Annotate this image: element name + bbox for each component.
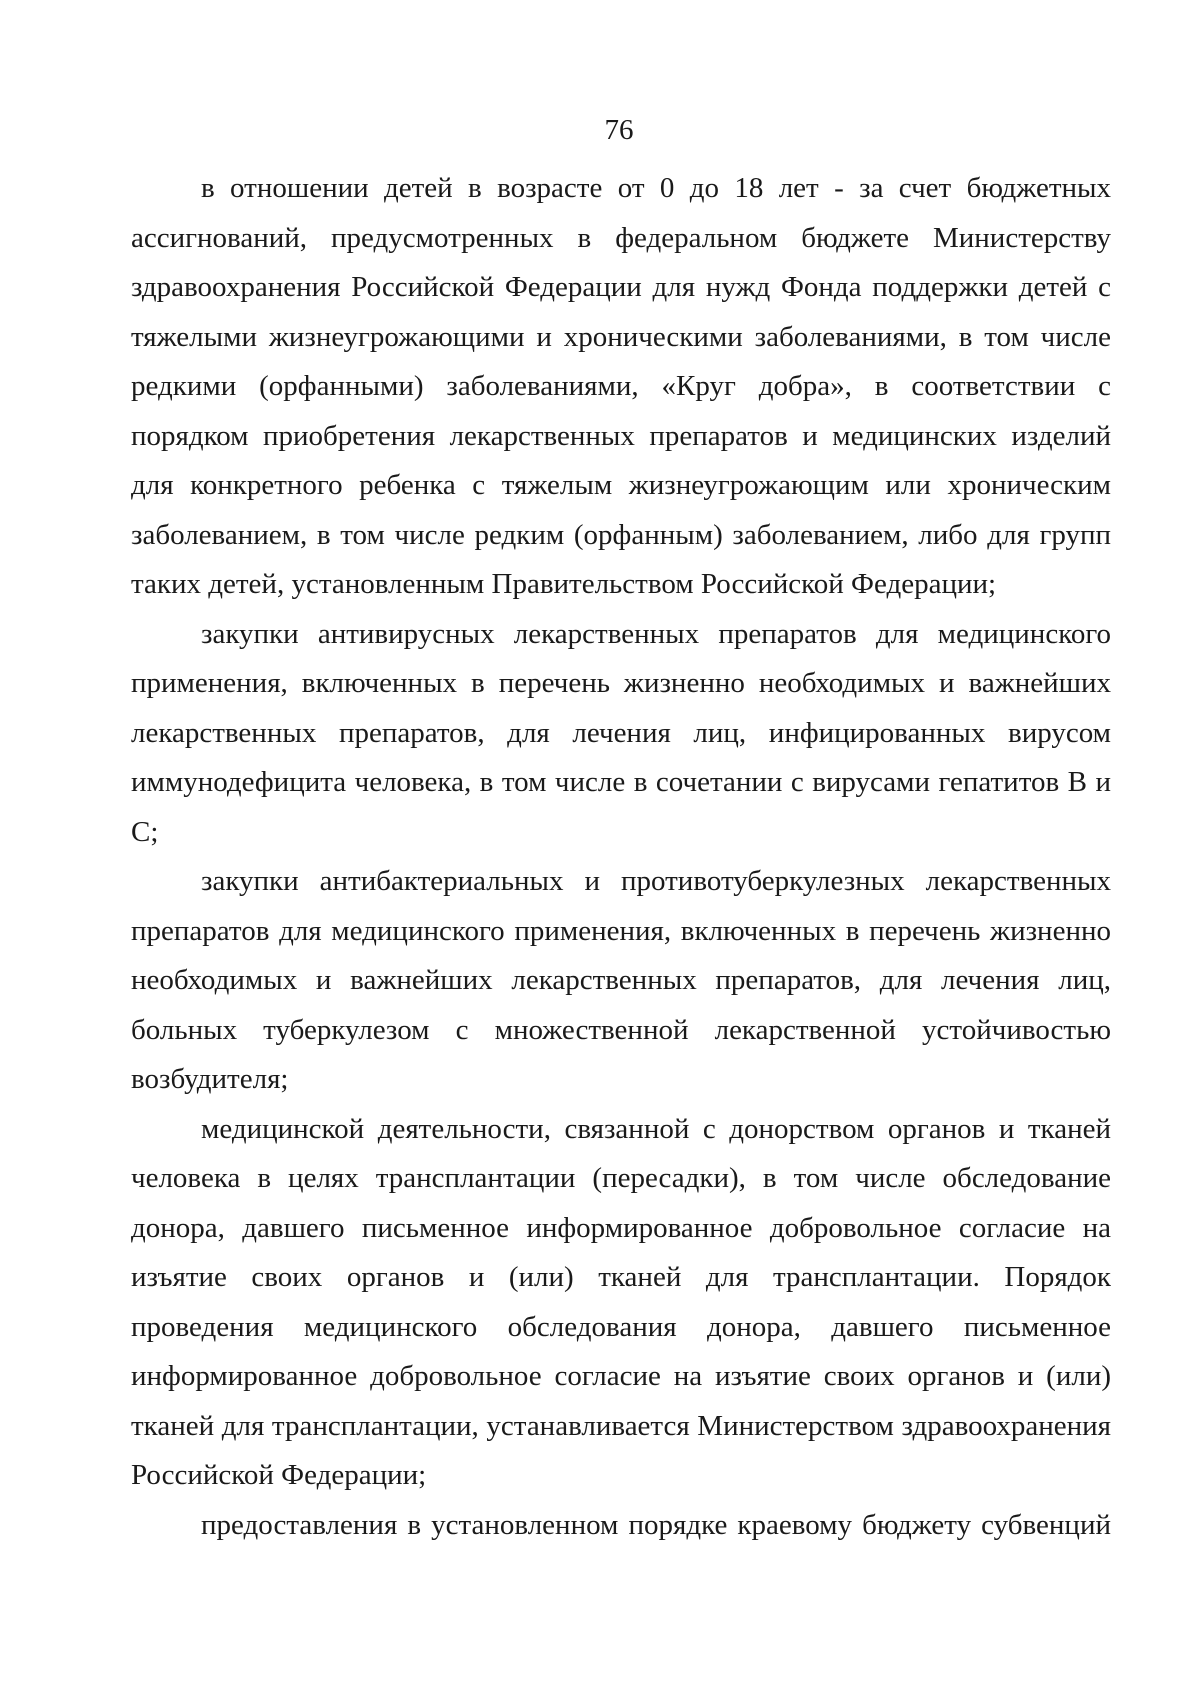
document-body: [131, 164, 1111, 1550]
paragraph-antibacterial-purchases: закупки антибактериальных и противотуберкулезных лекарственных препаратов для медицинского применения, включенных в перечень жизненно необходимых и важнейших лекарственных препаратов, для лечения лиц, больных туберкулезом с множественной лекарственной устойчивостью возбудителя;: [131, 865, 1111, 1095]
paragraph-antiviral-purchases: закупки антивирусных лекарственных препаратов для медицинского применения, включенных в перечень жизненно необходимых и важнейших лекарственных препаратов, для лечения лиц, инфицированных вирусом иммунодефицита человека, в том числе в сочетании с вирусами гепатитов В и С;: [131, 617, 1111, 848]
paragraph-organ-donation: медицинской деятельности, связанной с донорством органов и тканей человека в целях трансплантации (пересадки), в том числе обследование донора, давшего письменное информированное добровольное согласие на изъятие своих органов и (или) тканей для трансплантации. Порядок проведения медицинского обследования донора, давшего письменное информированное добровольное согласие на изъятие своих органов и (или) тканей для трансплантации, устанавливается Министерством здравоохранения Российской Федерации;: [131, 1112, 1111, 1491]
paragraph-subventions: предоставления в установленном порядке краевому бюджету субвенций: [201, 1508, 1111, 1541]
paragraph-children-funding: в отношении детей в возрасте от 0 до 18 лет - за счет бюджетных ассигнований, предусмотренных в федеральном бюджете Министерству здравоохранения Российской Федерации для нужд Фонда поддержки детей с тяжелыми жизнеугрожающими и хроническими заболеваниями, в том числе редкими (орфанными) заболеваниями, «Круг добра», в соответствии с порядком приобретения лекарственных препаратов и медицинских изделий для конкретного ребенка с тяжелым жизнеугрожающим или хроническим заболеванием, в том числе редким (орфанным) заболеванием, либо для групп таких детей, установленным Правительством Российской Федерации;: [131, 172, 1111, 600]
page-number: 76: [604, 114, 634, 146]
